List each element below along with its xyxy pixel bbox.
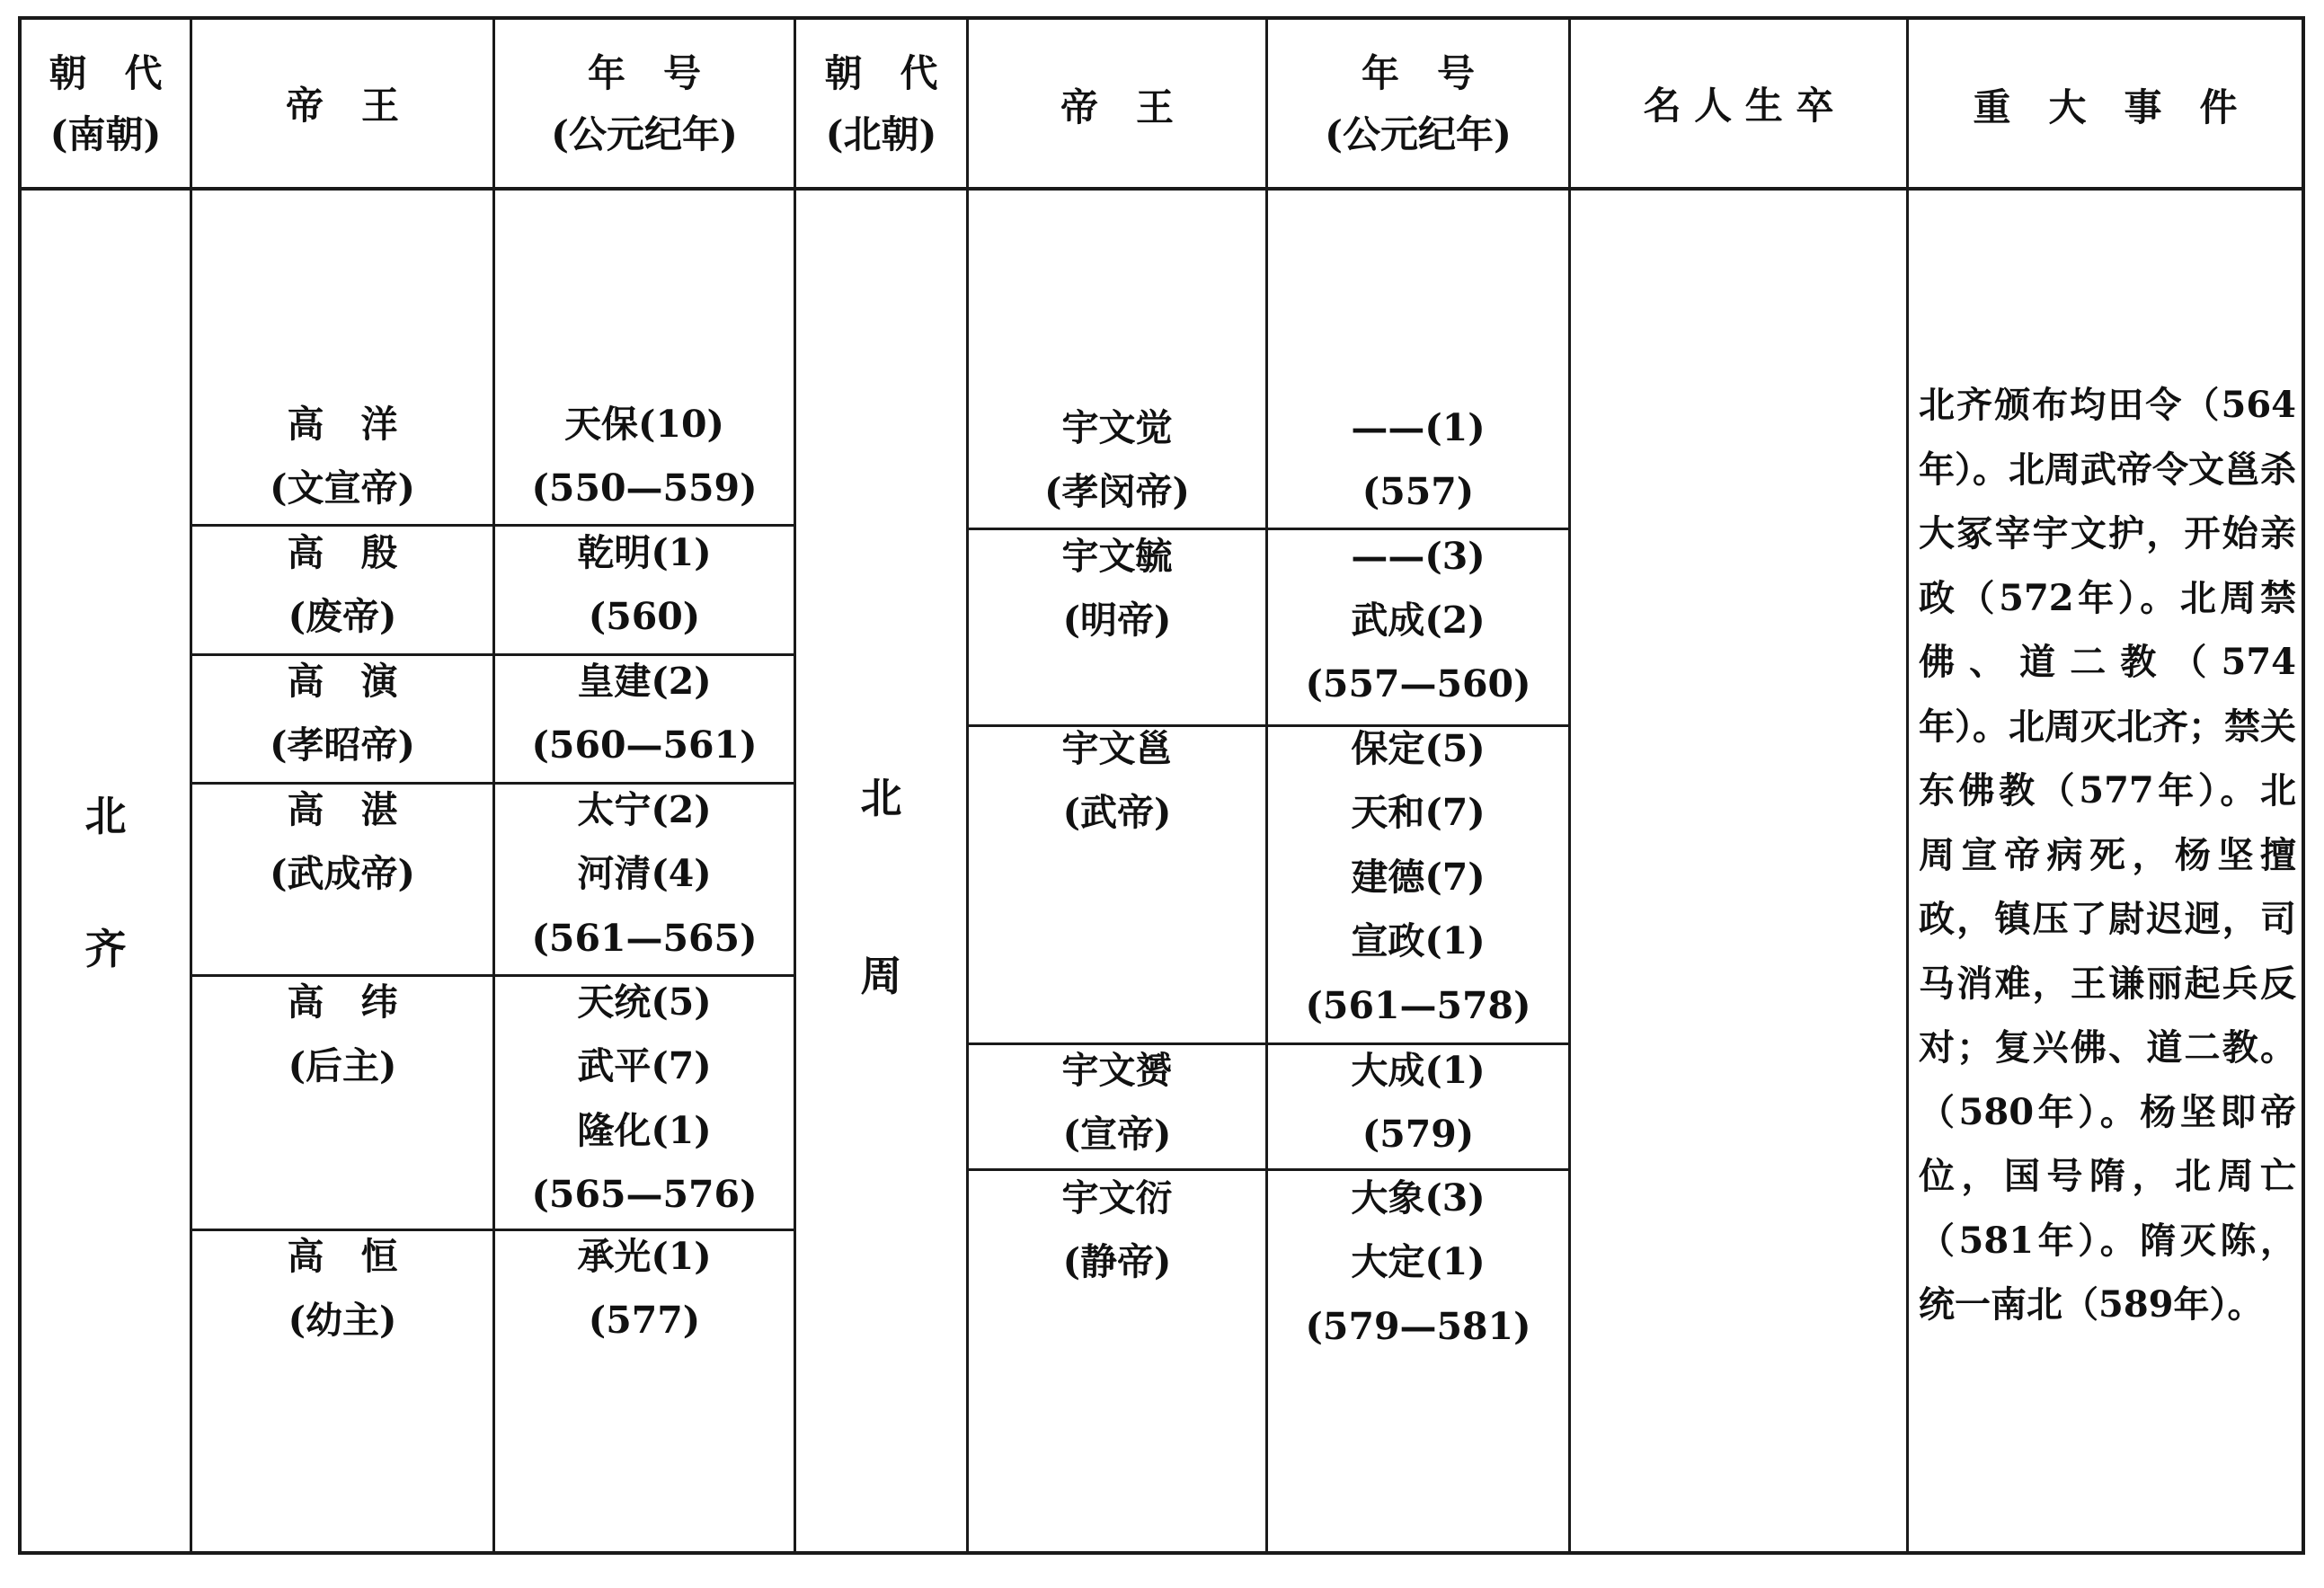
era-name: 武成(2) xyxy=(1351,599,1486,642)
era-years: (561—565) xyxy=(531,917,758,960)
era-name: 承光(1) xyxy=(577,1235,712,1278)
emperor-title: (孝闵帝) xyxy=(1044,470,1190,513)
era-years: (561—578) xyxy=(1305,984,1531,1027)
era-name: 天和(7) xyxy=(1351,791,1486,834)
col-divider xyxy=(1568,16,1571,1555)
dynasty-south-char: 北 xyxy=(84,792,127,840)
emperor-name: 宇文赟 xyxy=(1061,1049,1173,1092)
header-era-south-sub: (公元纪年) xyxy=(551,112,738,156)
era-name: 建德(7) xyxy=(1351,856,1486,899)
emperor-title: (幼主) xyxy=(288,1299,397,1342)
table-border-top xyxy=(18,16,2305,20)
emperor-name: 高 恒 xyxy=(287,1235,398,1278)
emperor-name: 宇文衍 xyxy=(1061,1176,1173,1220)
era-years: (565—576) xyxy=(531,1173,758,1216)
header-era-north: 年 号 xyxy=(1361,51,1475,95)
major-events-text: 北齐颁布均田令（564年）。北周武帝令文邕杀大冢宰宇文护，开始亲政（572年）。北周禁佛、道二教（574年）。北周灭北齐；禁关东佛教（577年）。北周宣帝病死，杨坚擅政，镇压了尉迟迥，司马消难，王谦丽起兵反对；复兴佛、道二教。（580年）。杨坚即帝位，国号隋，北周亡（581年）。隋灭陈，统一南北（589年）。 xyxy=(1919,384,2296,1326)
emperor-name: 高 殷 xyxy=(287,531,398,574)
header-dynasty-south: 朝 代 xyxy=(49,51,163,95)
dynasty-south-char: 齐 xyxy=(84,925,127,973)
era-years: (577) xyxy=(588,1299,701,1342)
header-dynasty-south-sub: (南朝) xyxy=(49,112,162,156)
era-years: (560) xyxy=(588,595,701,638)
era-years: (550—559) xyxy=(531,466,758,510)
era-name: ——(1) xyxy=(1351,406,1486,449)
emperor-title: (废帝) xyxy=(288,595,397,638)
emperor-title: (孝昭帝) xyxy=(270,723,415,767)
emperor-title: (武帝) xyxy=(1062,791,1172,834)
emperor-title: (文宣帝) xyxy=(270,466,415,510)
era-years: (579—581) xyxy=(1305,1305,1531,1348)
emperor-name: 高 纬 xyxy=(287,980,398,1024)
era-name: 大成(1) xyxy=(1351,1049,1486,1092)
emperor-name: 高 演 xyxy=(287,660,398,703)
header-emperor-south: 帝 王 xyxy=(285,84,399,128)
era-years: (560—561) xyxy=(531,723,758,767)
header-dynasty-north: 朝 代 xyxy=(824,51,938,95)
table-border-bottom xyxy=(18,1551,2305,1555)
emperor-title: (明帝) xyxy=(1062,599,1172,642)
header-dynasty-north-sub: (北朝) xyxy=(825,112,937,156)
era-name: 大定(1) xyxy=(1351,1240,1486,1283)
emperor-title: (后主) xyxy=(288,1044,397,1087)
emperor-name: 宇文毓 xyxy=(1061,535,1173,578)
era-name: 隆化(1) xyxy=(577,1109,712,1152)
header-major-events: 重 大 事 件 xyxy=(1973,85,2238,129)
emperor-name: 宇文邕 xyxy=(1061,727,1173,770)
emperor-name: 高 湛 xyxy=(287,788,398,831)
header-era-south: 年 号 xyxy=(587,51,701,95)
header-famous-people: 名 人 生 卒 xyxy=(1643,84,1834,128)
era-name: 皇建(2) xyxy=(577,660,712,703)
era-years: (579) xyxy=(1362,1113,1475,1156)
emperor-title: (武成帝) xyxy=(270,852,415,895)
header-emperor-north: 帝 王 xyxy=(1060,85,1174,129)
era-name: 太宁(2) xyxy=(577,788,712,831)
era-name: ——(3) xyxy=(1351,535,1486,578)
era-name: 河清(4) xyxy=(577,852,712,895)
era-years: (557) xyxy=(1362,470,1475,513)
header-era-north-sub: (公元纪年) xyxy=(1325,112,1512,156)
era-name: 宣政(1) xyxy=(1351,919,1486,963)
emperor-name: 宇文觉 xyxy=(1061,406,1173,449)
header-divider xyxy=(18,187,2305,191)
dynasty-north-char: 周 xyxy=(860,952,902,1000)
emperor-title: (静帝) xyxy=(1062,1240,1172,1283)
era-name: 天保(10) xyxy=(564,403,724,446)
emperor-title: (宣帝) xyxy=(1062,1113,1172,1156)
era-name: 乾明(1) xyxy=(577,531,712,574)
era-years: (557—560) xyxy=(1305,662,1531,705)
era-name: 武平(7) xyxy=(577,1044,712,1087)
table-border-right xyxy=(2302,16,2305,1555)
dynasty-north-char: 北 xyxy=(860,774,902,822)
col-divider xyxy=(1906,16,1909,1555)
emperor-name: 高 洋 xyxy=(287,403,398,446)
era-name: 大象(3) xyxy=(1351,1176,1486,1220)
era-name: 保定(5) xyxy=(1351,727,1486,770)
era-name: 天统(5) xyxy=(577,980,712,1024)
